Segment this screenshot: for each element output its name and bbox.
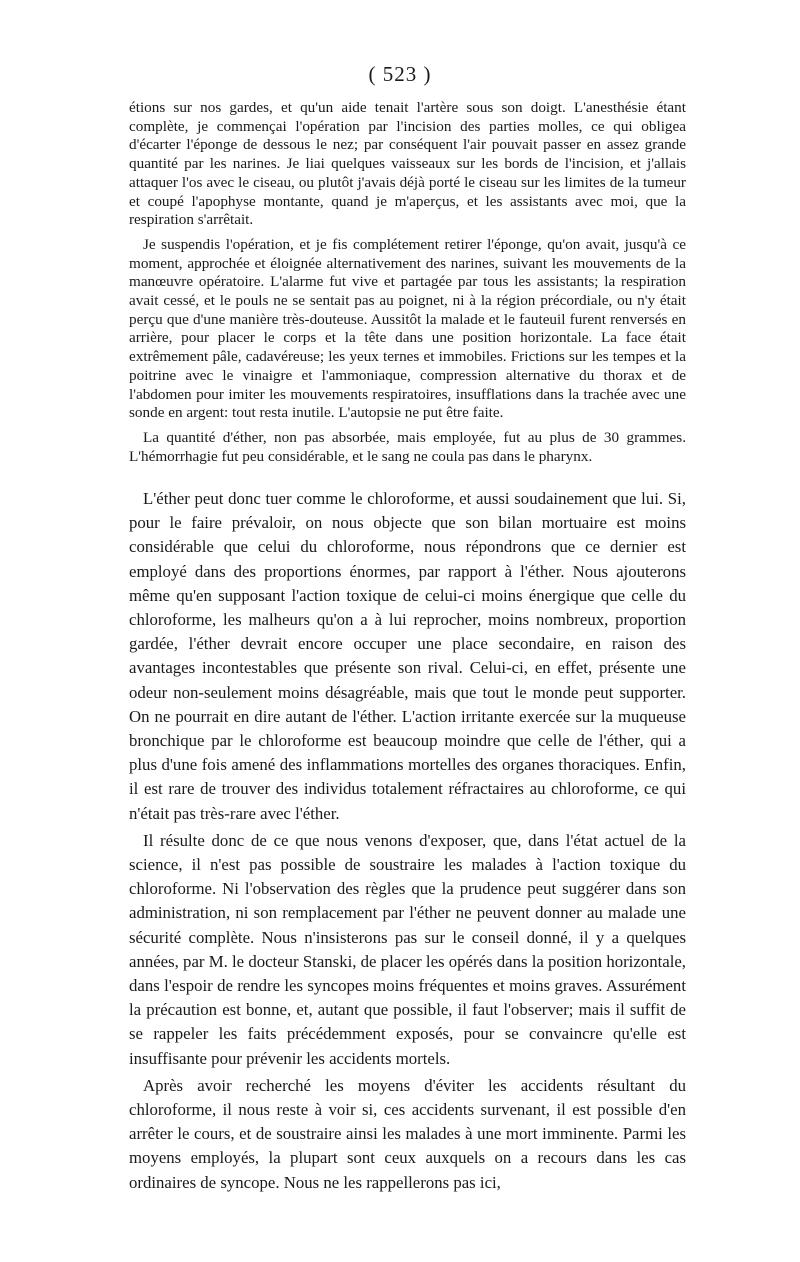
- page-number: ( 523 ): [368, 62, 432, 86]
- paragraph-small-3: La quantité d'éther, non pas absorbée, mais employée, fut au plus de 30 grammes. L'hémorrhagie fut peu considérable, et le sang ne coula pas dans le pharynx.: [129, 428, 686, 465]
- paragraph-main-2: Il résulte donc de ce que nous venons d'exposer, que, dans l'état actuel de la science, il n'est pas possible de soustraire les malades à l'action toxique du chloroforme. Ni l'observation des règles que la prudence peut suggérer dans son administration, ni son remplacement par l'éther ne peuvent donner au malade une sécurité complète. Nous n'insisterons pas sur le conseil donné, il y a quelques années, par M. le docteur Stanski, de placer les opérés dans la position horizontale, dans l'espoir de rendre les syncopes moins fréquentes et moins graves. Assurément la précaution est bonne, et, autant que possible, il faut l'observer; mais il suffit de se rappeler les faits précédemment exposés, pour se convaincre qu'elle est insuffisante pour prévenir les accidents mortels.: [129, 830, 686, 1068]
- paragraph-small-1: étions sur nos gardes, et qu'un aide tenait l'artère sous son doigt. L'anesthésie étant complète, je commençai l'opération par l'incision des parties molles, ce qui obligea d'écarter l'éponge de dessous le nez; par conséquent l'air pouvait passer en assez grande quantité par les narines. Je liai quelques vaisseaux sur les bords de l'incision, et j'allais attaquer l'os avec le ciseau, ou plutôt j'avais déjà porté le ciseau sur les limites de la tumeur et coupé l'apophyse montante, quand je m'aperçus, et les assistants avec moi, que la respiration s'arrêtait.: [129, 99, 686, 229]
- main-text: [129, 487, 686, 1198]
- observation-small-print: [129, 99, 686, 472]
- paragraph-main-1: L'éther peut donc tuer comme le chloroforme, et aussi soudainement que lui. Si, pour le faire prévaloir, on nous objecte que son bilan mortuaire est moins considérable que celui du chloroforme, nous répondrons que ce dernier est employé dans des proportions énormes, par rapport à l'éther. Nous ajouterons même qu'en supposant l'action toxique de celui-ci moins énergique que celle du chloroforme, les malheurs qu'on a à lui reprocher, moins nombreux, proportion gardée, l'éther devrait encore occuper une place secondaire, en raison des avantages incontestables que présente son rival. Celui-ci, en effet, présente une odeur non-seulement moins désagréable, mais que tout le monde peut supporter. On ne pourrait en dire autant de l'éther. L'action irritante exercée sur la muqueuse bronchique par le chloroforme est beaucoup moindre que celle de l'éther, qui a plus d'une fois amené des inflammations mortelles des organes thoraciques. Enfin, il est rare de trouver des individus totalement réfractaires au chloroforme, ce qui n'était pas très-rare avec l'éther.: [129, 489, 686, 823]
- paragraph-small-2: Je suspendis l'opération, et je fis complétement retirer l'éponge, qu'on avait, jusqu'à ce moment, approchée et éloignée alternativement des narines, suivant les mouvements de la manœuvre opératoire. L'alarme fut vive et partagée par tous les assistants; la respiration avait cessé, et le pouls ne se sentait pas au poignet, ni à la région précordiale, ou n'y était perçu que d'une manière très-douteuse. Aussitôt la malade et le fauteuil furent renversés en arrière, pour placer le corps et la tête dans une position horizontale. La face était extrêmement pâle, cadavéreuse; les yeux ternes et immobiles. Frictions sur les tempes et la poitrine avec le vinaigre et l'ammoniaque, compression alternative du thorax et de l'abdomen pour imiter les mouvements respiratoires, insufflations dans la trachée avec une sonde en argent: tout resta inutile. L'autopsie ne put être faite.: [129, 235, 686, 422]
- paragraph-main-3: Après avoir recherché les moyens d'éviter les accidents résultant du chloroforme, il nous reste à voir si, ces accidents survenant, il est possible d'en arrêter le cours, et de soustraire ainsi les malades à une mort imminente. Parmi les moyens employés, la plupart sont ceux auxquels on a recours dans les cas ordinaires de syncope. Nous ne les rappellerons pas ici,: [129, 1075, 686, 1192]
